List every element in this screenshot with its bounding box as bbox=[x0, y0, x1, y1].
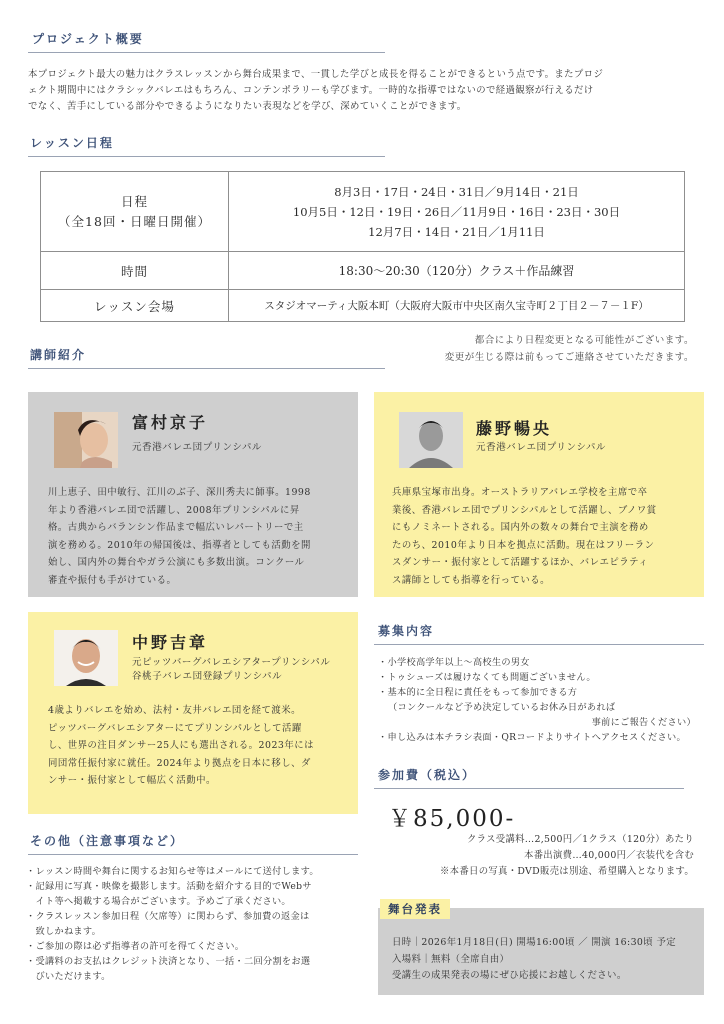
stage-details bbox=[392, 935, 676, 985]
stage-title: 舞台発表 bbox=[380, 899, 450, 919]
nakano-bio bbox=[48, 702, 352, 790]
fee-line: 本番出演費…40,000円／衣装代を含む bbox=[523, 850, 694, 861]
overview-text bbox=[28, 67, 700, 115]
other-list bbox=[26, 864, 366, 984]
venue-value: スタジオマーティ大阪本町（大阪府大阪市中央区南久宝寺町２丁目２－７－１F） bbox=[229, 290, 685, 322]
other-item: イト等へ掲載する場合がございます。予めご了承ください。 bbox=[26, 896, 291, 907]
bio-line: 年より香港バレエ団で活躍し、2008年プリンシパルに昇 bbox=[48, 504, 300, 516]
time-label: 時間 bbox=[41, 252, 229, 290]
other-item: ・レッスン時間や舞台に関するお知らせ等はメールにて送付します。 bbox=[26, 866, 319, 877]
schedule-title: レッスン日程 bbox=[30, 136, 114, 150]
venue-label: レッスン会場 bbox=[41, 290, 229, 322]
time-value: 18:30〜20:30（120分）クラス＋作品練習 bbox=[229, 252, 685, 290]
schedule-row-dates bbox=[41, 172, 685, 252]
dates-sublabel: （全18回・日曜日開催） bbox=[58, 213, 211, 229]
nakano-photo bbox=[54, 630, 118, 686]
schedule-note-line: 変更が生じる際は前もってご連絡させていただきます。 bbox=[444, 352, 694, 363]
bio-line: ス講師としても指導を行っている。 bbox=[392, 574, 551, 586]
bio-line: 演を務める。2010年の帰国後は、指導者としても活動を開 bbox=[48, 539, 311, 551]
fee-title: 参加費（税込） bbox=[378, 768, 477, 782]
recruit-item: ・基本的に全日程に責任をもって参加できる方 bbox=[378, 687, 578, 698]
nakano-role bbox=[132, 656, 330, 684]
fee-amount: ￥85,000- bbox=[388, 806, 516, 832]
stage-line: 受講生の成果発表の場にぜひ応援にお越しください。 bbox=[392, 970, 627, 981]
tomimura-bio bbox=[48, 484, 348, 589]
fee-line: クラス受講料…2,500円／1クラス（120分）あたり bbox=[467, 834, 694, 845]
dates-line: 8月3日・17日・24日・31日／9月14日・21日 bbox=[334, 184, 579, 199]
overview-line: ェクト期間中にはクラシックバレエはもちろん、コンテンポラリーも学びます。一時的な指導ではないので経過観察が行えるだけ bbox=[28, 85, 594, 96]
tomimura-role: 元香港バレエ団プリンシパル bbox=[132, 442, 263, 453]
other-item: ・受講料のお支払はクレジット決済となり、一括・二回分割をお選 bbox=[26, 956, 311, 967]
fujino-role: 元香港バレエ団プリンシパル bbox=[476, 442, 607, 453]
dates-label-cell bbox=[41, 172, 229, 252]
overview-title: プロジェクト概要 bbox=[32, 32, 144, 46]
bio-line: ピッツバーグバレエシアターにてプリンシパルとして活躍 bbox=[48, 722, 302, 734]
fee-rule bbox=[374, 788, 684, 789]
bio-line: 同団常任振付家に就任。2024年より拠点を日本に移し、ダ bbox=[48, 757, 311, 769]
recruit-rule bbox=[374, 644, 704, 645]
overview-line: でなく、苦手にしている部分やできるようになりたい表現などを学び、深めていくことができます。 bbox=[28, 101, 467, 112]
fujino-name: 藤野暢央 bbox=[476, 419, 553, 438]
bio-line: 4歳よりバレエを始め、法村・友井バレエ団を経て渡米。 bbox=[48, 705, 301, 716]
bio-line: 兵庫県宝塚市出身。オーストラリアバレエ学校を主席で卒 bbox=[392, 487, 648, 498]
dates-value-cell bbox=[229, 172, 685, 252]
dates-line: 12月7日・14日・21日／1月11日 bbox=[368, 224, 545, 239]
portrait-icon bbox=[54, 412, 118, 468]
nakano-role-line: 元ピッツバーグバレエシアタープリンシパル bbox=[132, 657, 331, 668]
dates-line: 10月5日・12日・19日・26日／11月9日・16日・23日・30日 bbox=[292, 204, 621, 219]
other-item: びいただけます。 bbox=[26, 971, 111, 982]
recruit-item: ・申し込みは本チラシ表面・QRコードよりサイトへアクセスください。 bbox=[378, 732, 686, 743]
nakano-name: 中野吉章 bbox=[132, 633, 209, 652]
other-item: ・記録用に写真・映像を撮影します。活動を紹介する目的でWebサ bbox=[26, 881, 312, 892]
bio-line: ンサー・振付家として幅広く活動中。 bbox=[48, 775, 216, 786]
recruit-item: ・トゥシューズは履けなくても問題ございません。 bbox=[378, 672, 596, 683]
other-title: その他（注意事項など） bbox=[30, 834, 185, 848]
recruit-item: （コンクールなど予め決定しているお休み日があれば bbox=[388, 702, 616, 713]
bio-line: 始し、国内外の舞台やガラ公演にも多数出演。コンクール bbox=[48, 557, 305, 568]
bio-line: し、世界の注目ダンサー25人にも選出される。2023年には bbox=[48, 740, 315, 751]
bio-line: 業後、香港バレエ団でプリンシパルとして活躍し、ブノワ賞 bbox=[392, 504, 657, 516]
schedule-row-time bbox=[41, 252, 685, 290]
stage-line: 入場料｜無料（全席自由） bbox=[392, 953, 510, 965]
portrait-icon bbox=[54, 630, 118, 686]
bio-line: たのち、2010年より日本を拠点に活動。現在はフリーラン bbox=[392, 539, 655, 551]
overview-rule bbox=[28, 52, 385, 53]
portrait-icon bbox=[399, 412, 463, 468]
dates-label: 日程 bbox=[120, 193, 148, 209]
other-item: ・クラスレッスン参加日程（欠席等）に関わらず、参加費の返金は bbox=[26, 911, 310, 922]
stage-line: 日時｜2026年1月18日(日) 開場16:00頃 ／ 開演 16:30頃 予定 bbox=[392, 937, 677, 948]
schedule-table bbox=[40, 171, 685, 322]
instructors-title: 講師紹介 bbox=[30, 348, 87, 362]
bio-line: にもノミネートされる。国内外の数々の舞台で主演を務め bbox=[392, 522, 649, 533]
bio-line: 川上恵子、田中敏行、江川のぶ子、深川秀夫に師事。1998 bbox=[48, 487, 311, 498]
tomimura-name: 富村京子 bbox=[132, 413, 209, 432]
bio-line: 審査や振付も手がけている。 bbox=[48, 574, 177, 586]
bio-line: スダンサー・振付家として活躍するほか、バレエピラティ bbox=[392, 557, 649, 568]
recruit-item: ・小学校高学年以上〜高校生の男女 bbox=[378, 657, 530, 668]
other-item: 致しかねます。 bbox=[26, 926, 102, 937]
fujino-photo bbox=[399, 412, 463, 468]
instructors-rule bbox=[28, 368, 385, 369]
fujino-bio bbox=[392, 484, 696, 589]
recruit-title: 募集内容 bbox=[378, 624, 435, 638]
nakano-role-line: 谷桃子バレエ団登録プリンシパル bbox=[132, 671, 283, 682]
schedule-rule bbox=[28, 156, 385, 157]
schedule-note-line: 都合により日程変更となる可能性がございます。 bbox=[474, 335, 694, 346]
overview-line: 本プロジェクト最大の魅力はクラスレッスンから舞台成果まで、一貫した学びと成長を得ることができるという点です。またプロジ bbox=[28, 69, 604, 80]
tomimura-photo bbox=[54, 412, 118, 468]
fee-line: ※本番日の写真・DVD販売は別途、希望購入となります。 bbox=[440, 866, 694, 877]
recruit-item: 事前にご報告ください） bbox=[591, 717, 696, 728]
schedule-note bbox=[445, 332, 694, 366]
fee-details bbox=[440, 832, 694, 880]
schedule-row-venue bbox=[41, 290, 685, 322]
other-rule bbox=[28, 854, 358, 855]
recruit-list bbox=[378, 655, 702, 745]
bio-line: 格。古典からバランシン作品まで幅広いレパートリーで主 bbox=[48, 522, 304, 533]
other-item: ・ご参加の際は必ず指導者の許可を得てください。 bbox=[26, 941, 245, 952]
